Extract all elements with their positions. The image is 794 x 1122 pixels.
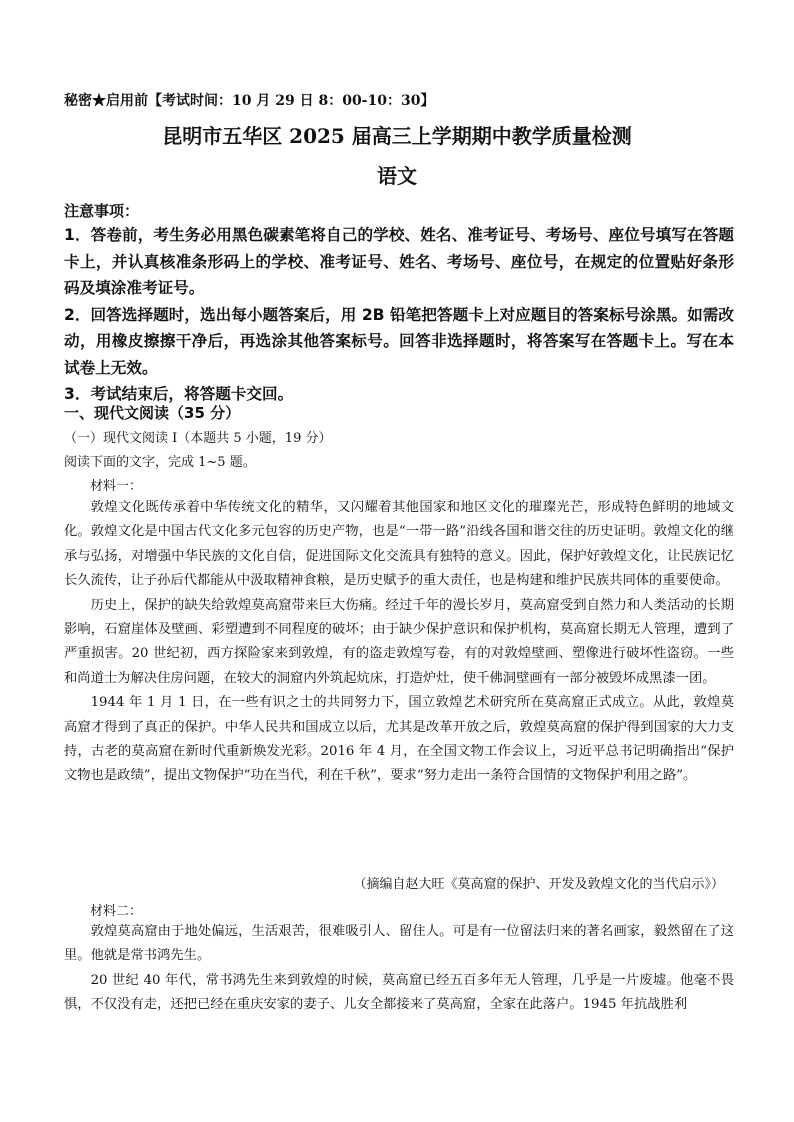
material2-body: [64, 920, 734, 1018]
section-heading: 一、现代文阅读（35 分）: [64, 404, 241, 422]
material1-source: （摘编自赵大旺《莫高窟的保护、开发及敦煌文化的当代启示》）: [353, 877, 724, 892]
note-item: 1．答卷前，考生务必用黑色碳素笔将自己的学校、姓名、准考证号、考场号、座位号填写在答题卡上，并认真核准条形码上的学校、准考证号、姓名、考场号、座位号，在规定的位置贴好条形码及填涂准考证号。: [64, 226, 734, 297]
paragraph: 敦煌文化既传承着中华传统文化的精华，又闪耀着其他国家和地区文化的璀璨光芒，形成特色鲜明的地域文化。敦煌文化是中国古代文化多元包容的历史产物，也是“一带一路”沿线各国和谐交往的历史证明。敦煌文化的继承与弘扬，对增强中华民族的文化自信，促进国际文化交流具有独特的意义。因此，保护好敦煌文化，让民族记忆长久流传，让子孙后代都能从中汲取精神食粮，是历史赋予的重大责任，也是构建和维护民族共同体的重要使命。: [64, 500, 734, 589]
material1-label: 材料一：: [90, 479, 143, 494]
note-item: 3．考试结束后，将答题卡交回。: [64, 385, 294, 403]
page-title: 昆明市五华区 2025 届高三上学期期中教学质量检测: [162, 124, 632, 148]
paragraph: 敦煌莫高窟由于地处偏远，生活艰苦，很难吸引人、留住人。可是有一位留法归来的著名画家，毅然留在了这里。他就是常书鸿先生。: [64, 924, 734, 964]
material1-body: [64, 496, 734, 789]
notes-heading: 注意事项：: [64, 202, 140, 220]
secret-line: 秘密★启用前【考试时间：10 月 29 日 8：00-10：30】: [64, 93, 435, 109]
note-item: 2．回答选择题时，选出每小题答案后，用 2B 铅笔把答题卡上对应题目的答案标号涂黑。如需改动，用橡皮擦擦干净后，再选涂其他答案标号。回答非选择题时，将答案写在答题卡上。写在本试卷上无效。: [64, 305, 734, 377]
material2-label: 材料二：: [90, 904, 143, 919]
subject-title: 语文: [377, 164, 417, 188]
section-subheading: （一）现代文阅读 I（本题共 5 小题，19 分）: [64, 431, 332, 446]
notes-list: [64, 222, 734, 408]
paragraph: 1944 年 1 月 1 日，在一些有识之士的共同努力下，国立敦煌艺术研究所在莫高窟正式成立。从此，敦煌莫高窟才得到了真正的保护。中华人民共和国成立以后，尤其是改革开放之后，敦煌莫高窟的保护得到国家的大力支持，古老的莫高窟在新时代重新焕发光彩。2016 年 4 月，在全国文物工作会议上，习近平总书记明确指出“保护文物也是政绩”，提出文物保护“功在当代，利在千秋”，要求“努力走出一条符合国情的文物保护利用之路”。: [64, 695, 734, 784]
reading-instruction: 阅读下面的文字，完成 1~5 题。: [64, 455, 256, 470]
paragraph: 历史上，保护的缺失给敦煌莫高窟带来巨大伤痛。经过千年的漫长岁月，莫高窟受到自然力和人类活动的长期影响，石窟崖体及壁画、彩塑遭到不同程度的破坏；由于缺少保护意识和保护机构，莫高窟长期无人管理，遭到了严重损害。20 世纪初，西方探险家来到敦煌，有的盗走敦煌写卷，有的对敦煌壁画、塑像进行破坏性盗窃。一些和尚道士为解决住房问题，在较大的洞窟内外筑起炕床，打造炉灶，使千佛洞壁画有一部分被毁坏成黑漆一团。: [64, 597, 734, 686]
paragraph: 20 世纪 40 年代，常书鸿先生来到敦煌的时候，莫高窟已经五百多年无人管理，几乎是一片废墟。他毫不畏惧，不仅没有走，还把已经在重庆安家的妻子、儿女全都接来了莫高窟，全家在此落户。1945 年抗战胜利: [64, 972, 734, 1013]
